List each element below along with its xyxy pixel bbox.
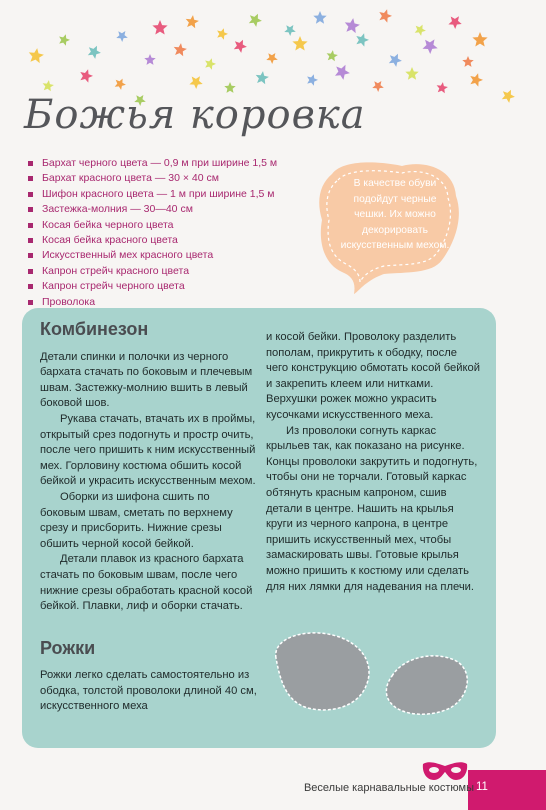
page-title: Божья коровка (24, 92, 366, 138)
star-icon (470, 73, 483, 86)
star-icon (292, 36, 307, 51)
list-item: Косая бейка черного цвета (28, 218, 277, 233)
paragraph: Детали спинки и полочки из черного бархата стачать по боковым и плечевым швам. Застежку-молнию вшить в левый боковой шов. (40, 350, 253, 410)
paragraph: Детали плавок из красного бархата стачать по боковым швам, после чего нижние срезы обработать красной косой бейкой. Плавки, лиф и оборки стачать. (40, 553, 253, 613)
star-icon (472, 32, 487, 47)
page-number: 11 (476, 781, 488, 793)
paragraph: Рукава стачать, втачать их в проймы, открытый срез подогнуть и простр очить, после чего пришить к ним искусственный мех. Горловину костюма обшить косой бейкой и украсить искусственным мехом. (40, 412, 256, 488)
list-item: Застежка-молния — 30—40 см (28, 202, 277, 217)
star-icon (345, 18, 360, 33)
star-icon (356, 33, 369, 46)
star-icon (189, 76, 202, 89)
list-item: Искусственный мех красного цвета (28, 248, 277, 263)
star-icon (415, 25, 426, 36)
section-heading-horns: Рожки (40, 637, 96, 658)
star-icon (59, 34, 70, 45)
star-icon (448, 16, 461, 29)
star-icon (144, 54, 155, 65)
star-icon (205, 58, 216, 69)
wing-frame-illustration (262, 628, 472, 718)
star-icon (217, 28, 228, 39)
tip-note (314, 156, 464, 296)
footer-book-title: Веселые карнавальные костюмы (303, 782, 474, 794)
paragraph: Из проволоки согнуть каркас крыльев так, как показано на рисунке. Концы проволоки закрутить и подогнуть, чтобы они не торчали. Готовый каркас обтянуть красным капроном, сшив детали в центре. Нашить на крылья круги из черного капрона, в центре пришить искусственный мех, чтобы замаскировать швы. Готовые крылья можно пришить к костюму или сделать для них лямки для надевания на плечи. (266, 424, 478, 593)
star-icon (234, 40, 247, 53)
star-icon (256, 71, 269, 84)
left-column (40, 319, 258, 715)
section-heading-overalls: Комбинезон (40, 319, 149, 339)
star-icon (43, 80, 54, 91)
star-icon (372, 81, 384, 92)
star-icon (327, 50, 338, 61)
star-icon (502, 90, 515, 103)
materials-list (28, 156, 277, 310)
star-icon (174, 43, 187, 56)
star-icon (152, 20, 167, 35)
list-item: Шифон красного цвета — 1 м при ширине 1,5 м (28, 187, 277, 202)
paragraph: и косой бейки. Проволоку разделить пополам, прикрутить к ободку, после чего конструкцию обмотать косой бейкой и закрепить клеем или нитками. Верхушки рожек можно украсить кусочками искусственного меха. (266, 331, 480, 421)
right-column (266, 330, 482, 595)
list-item: Бархат черного цвета — 0,9 м при ширине 1,5 м (28, 156, 277, 171)
star-icon (379, 9, 392, 22)
star-icon (88, 46, 101, 59)
list-item: Косая бейка красного цвета (28, 233, 277, 248)
list-item: Капрон стрейч красного цвета (28, 264, 277, 279)
star-icon (186, 15, 199, 28)
list-item: Капрон стрейч черного цвета (28, 279, 277, 294)
star-icon (29, 48, 44, 63)
star-icon (335, 65, 350, 80)
star-icon (284, 25, 296, 36)
mask-icon (420, 758, 470, 784)
star-icon (423, 39, 438, 54)
list-item: Проволока (28, 295, 277, 310)
star-icon (462, 56, 473, 67)
list-item: Бархат красного цвета — 30 × 40 см (28, 171, 277, 186)
star-icon (115, 79, 126, 90)
star-icon (405, 67, 418, 80)
star-icon (313, 11, 326, 24)
star-icon (307, 74, 318, 85)
star-icon (266, 53, 278, 64)
paragraph: Оборки из шифона сшить по боковым швам, сметать по верхнему срезу и присборить. Нижние срезы обшить черной косой бейкой. (40, 490, 233, 550)
note-text: В качестве обуви подойдут черные чешки. Их можно декорировать искусственным мехом. (340, 178, 450, 251)
star-icon (116, 31, 128, 42)
star-icon (389, 54, 402, 67)
paragraph: Рожки легко сделать самостоятельно из ободка, толстой проволоки длиной 40 см, искусственного меха (40, 669, 257, 713)
star-icon (80, 69, 93, 82)
star-icon (249, 14, 262, 27)
star-icon (437, 82, 448, 93)
